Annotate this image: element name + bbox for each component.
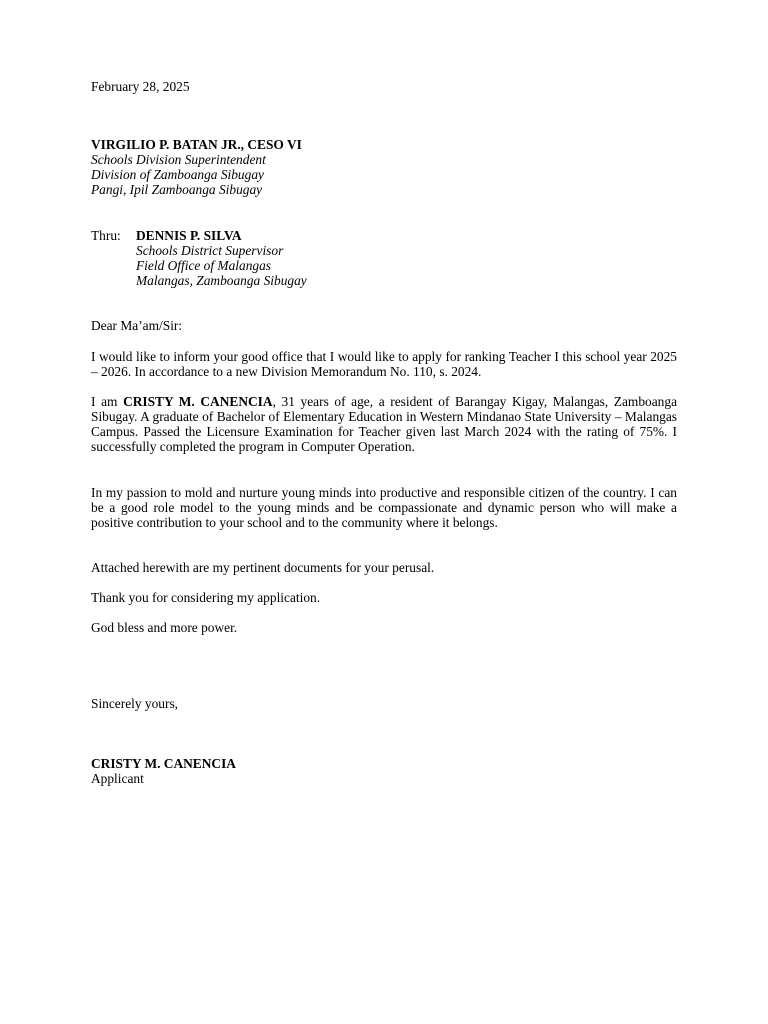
thru-label: Thru: <box>91 228 121 243</box>
paragraph-2-prefix: I am <box>91 394 124 409</box>
applicant-name-inline: CRISTY M. CANENCIA <box>123 394 273 409</box>
signature-role: Applicant <box>91 771 144 786</box>
paragraph-5-text: Thank you for considering my application. <box>91 590 321 605</box>
thru-address: Malangas, Zamboanga Sibugay <box>136 273 307 288</box>
recipient-division: Division of Zamboanga Sibugay <box>91 167 264 182</box>
paragraph-4 <box>91 560 677 575</box>
recipient-name: VIRGILIO P. BATAN JR., CESO VI <box>91 137 302 152</box>
signature-name: CRISTY M. CANENCIA <box>91 756 236 771</box>
date-text: February 28, 2025 <box>91 79 190 94</box>
signature-block <box>91 756 677 786</box>
letter-date <box>91 79 677 94</box>
recipient-block <box>91 137 677 197</box>
thru-office: Field Office of Malangas <box>136 258 271 273</box>
closing-text: Sincerely yours, <box>91 696 179 711</box>
recipient-title: Schools Division Superintendent <box>91 152 266 167</box>
paragraph-2 <box>91 394 677 454</box>
paragraph-4-text: Attached herewith are my pertinent documents for your perusal. <box>91 560 435 575</box>
paragraph-5 <box>91 590 677 605</box>
paragraph-6 <box>91 620 677 635</box>
closing <box>91 696 677 711</box>
paragraph-6-text: God bless and more power. <box>91 620 238 635</box>
paragraph-3: In my passion to mold and nurture young minds into productive and responsible citizen of the country. I can be a good role model to the young minds and be compassionate and dynamic person who will make a positive contribution to your school and to the community where it belongs. <box>91 485 677 530</box>
thru-title: Schools District Supervisor <box>136 243 284 258</box>
salutation-text: Dear Ma’am/Sir: <box>91 318 183 333</box>
paragraph-1: I would like to inform your good office that I would like to apply for ranking Teacher I this school year 2025 – 2026. In accordance to a new Division Memorandum No. 110, s. 2024. <box>91 349 677 379</box>
paragraph-2-rest: , 31 years of age, a resident of Barangay Kigay, Malangas, Zamboanga Sibugay. A graduate of Bachelor of Elementary Education in Western Mindanao State University – Malangas Campus. Passed the Licensure Examination for Teacher given last March 2024 with the rating of 75%. I successfully completed the program in Computer Operation. <box>91 394 678 454</box>
salutation <box>91 318 677 333</box>
recipient-address: Pangi, Ipil Zamboanga Sibugay <box>91 182 263 197</box>
thru-name: DENNIS P. SILVA <box>136 228 242 243</box>
thru-block <box>136 228 536 288</box>
